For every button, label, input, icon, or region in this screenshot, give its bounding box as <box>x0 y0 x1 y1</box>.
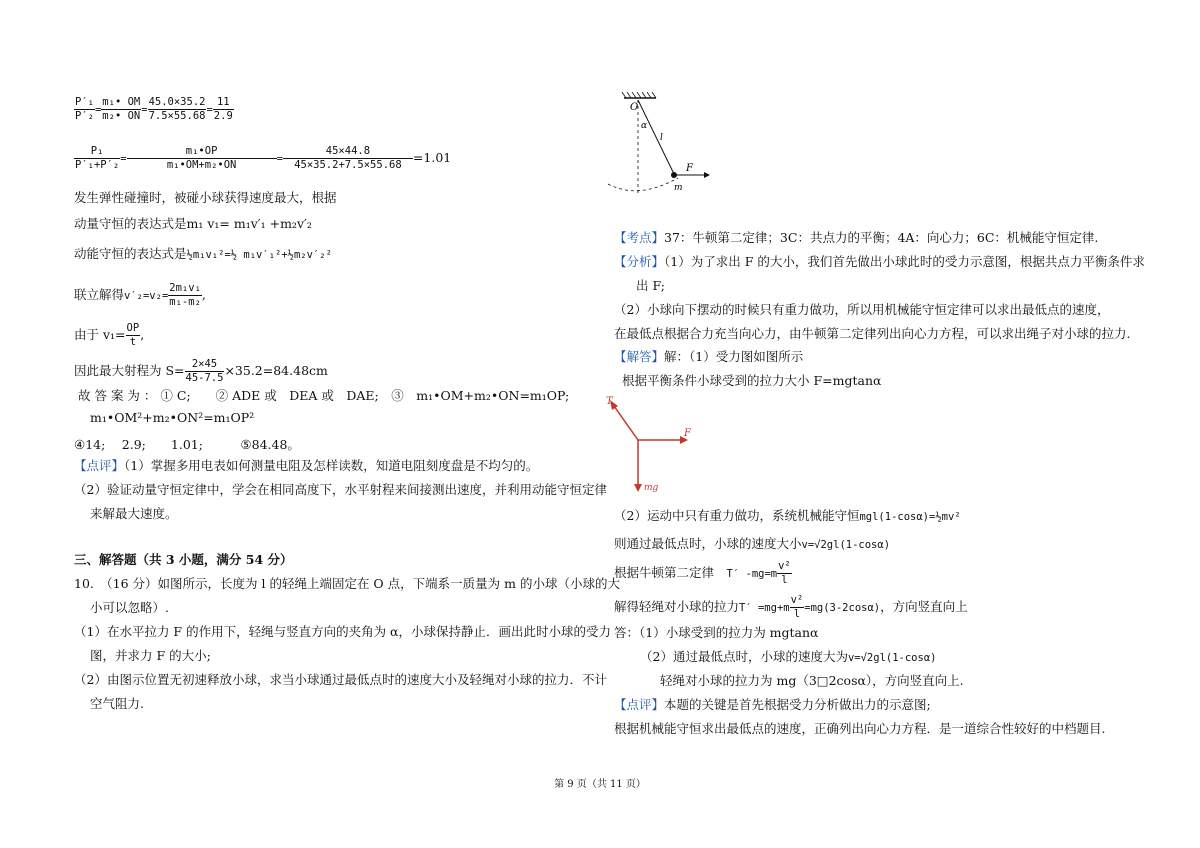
kaodian-tag: 【考点】 <box>614 230 665 245</box>
kaodian-line: 【考点】37：牛顿第二定律；3C：共点力的平衡；4A：向心力；6C：机械能守恒定律. <box>614 230 1099 245</box>
solution-step-5: 解得轻绳对小球的拉力T′ =mg+m $\frac{\text{v²}}{l}$ =mg(3-2cosα)，方向竖直向上 <box>614 594 968 620</box>
momentum-text: 动量守恒的表达式是m₁ v₁= m₁v′₁ +m₂v′₂ <box>74 216 312 231</box>
comment-tag: 【点评】 <box>74 458 125 473</box>
solution-step-3: 则通过最低点时，小球的速度大小v=√2gl(1-cosα) <box>614 536 891 551</box>
dianping-line-2: 根据机械能守恒求出最低点的速度，正确列出向心力方程．是一道综合性较好的中档题目. <box>614 721 1106 736</box>
fig2-label-mg: mg <box>644 483 659 493</box>
question-10-a: 10. （16 分）如图所示，长度为 l 的轻绳上端固定在 O 点，下端系一质量为 m 的小球（小球的大 <box>74 576 620 591</box>
question-10-d: 图，并求力 F 的大小; <box>90 648 211 663</box>
jieda-tag: 【解答】 <box>614 349 665 364</box>
question-10-f: 空气阻力. <box>90 696 144 711</box>
fig1-label-F: F <box>686 163 693 174</box>
solve-text: 联立解得v′₂=v₂= $\frac{\text{2m₁v₁}}{\text{m₁-m₂}}$ , <box>74 282 206 308</box>
comment-2b: 来解最大速度。 <box>90 506 178 521</box>
answer-2: （2）通过最低点时，小球的速度大为v=√2gl(1-cosα) <box>640 649 937 664</box>
fenxi-line-1: 【分析】（1）为了求出 F 的大小，我们首先做出小球此时的受力示意图，根据共点力平衡条件求 <box>614 254 1145 269</box>
answer-1: 答：（1）小球受到的拉力为 mgtanα <box>614 625 819 640</box>
section-3-heading: 三、解答题（共 3 小题，满分 54 分） <box>74 552 293 567</box>
fenxi-tag: 【分析】 <box>614 254 665 269</box>
fig1-label-l: l <box>660 133 663 143</box>
force-diagram <box>604 392 704 496</box>
ratio-equation-2: $\frac{\text{P₁}}{\text{P′₁+P′₂}}$ = $\frac{\text{m₁•OP}}{\text{m₁•OM+m₂•ON}}$ = $\frac{45\times 44.8}{45\times 35.2+7.5\times 55.68}$ =1.01 <box>75 145 452 171</box>
solution-step-4: 根据牛顿第二定律 T′ -mg=m $\frac{\text{v²}}{l}$ <box>614 560 791 586</box>
answer-3: 轻绳对小球的拉力为 mg（3□2cosα），方向竖直向上. <box>660 673 964 688</box>
energy-text: 动能守恒的表达式是½m₁v₁²=½ m₁v′₁²+½m₂v′₂² <box>74 246 332 261</box>
fenxi-line-3: 在最低点根据合力充当向心力，由牛顿第二定律列出向心力方程，可以求出绳子对小球的拉力. <box>614 326 1131 341</box>
comment-2a: （2）验证动量守恒定律中，学会在相同高度下，水平射程来间接测出速度，并利用动能守恒定律 <box>74 482 607 497</box>
jieda-line-2: 根据平衡条件小球受到的拉力大小 F=mgtanα <box>622 373 882 388</box>
fig1-label-alpha: α <box>641 121 648 131</box>
ratio-equation-1: $\frac{\text{P′₁}}{\text{P′₂}}$ = $\frac{\text{m₁• OM}}{\text{m₂• ON}}$ = $\frac{45.0\times 35.2}{7.5\times 55.68}$ = $\frac{11}{2.9}$ <box>75 96 233 122</box>
fig1-label-O: O <box>630 102 639 113</box>
elastic-text: 发生弹性碰撞时，被碰小球获得速度最大，根据 <box>74 190 337 205</box>
dianping-line-1: 【点评】本题的关键是首先根据受力分析做出力的示意图; <box>614 697 931 712</box>
page-footer: 第 9 页（共 11 页） <box>554 779 646 790</box>
question-10-e: （2）由图示位置无初速释放小球，求当小球通过最低点时的速度大小及轻绳对小球的拉力．不计 <box>74 672 607 687</box>
answer-line-2: m₁•OM²+m₂•ON²=m₁OP² <box>90 410 255 425</box>
fig2-label-F: F <box>684 428 691 439</box>
v1-text: 由于 v₁= $\frac{OP}{t}$ , <box>74 322 145 348</box>
fig1-label-m: m <box>674 183 683 193</box>
question-10-b: 小可以忽略）. <box>90 600 169 615</box>
solution-step-2: （2）运动中只有重力做功，系统机械能守恒mgl(1-cosα)=½mv² <box>614 508 961 523</box>
fenxi-line-1b: 出 F; <box>636 278 665 293</box>
dianping-tag: 【点评】 <box>614 697 665 712</box>
fig2-label-T: T <box>606 396 613 407</box>
fenxi-line-2: （2）小球向下摆动的时候只有重力做功，所以用机械能守恒定律可以求出最低点的速度， <box>614 302 1110 317</box>
range-text: 因此最大射程为 S= $\frac{2\times 45}{45-7.5}$ ×35.2=84.48cm <box>74 358 328 384</box>
jieda-line-1: 【解答】解：（1）受力图如图所示 <box>614 349 804 364</box>
comment-1: 【点评】（1）掌握多用电表如何测量电阻及怎样读数，知道电阻刻度盘是不均匀的。 <box>74 458 539 473</box>
question-10-c: （1）在水平拉力 F 的作用下，轻绳与竖直方向的夹角为 α，小球保持静止．画出此时小球的受力 <box>74 624 611 639</box>
pendulum-figure <box>600 92 720 200</box>
answer-line-1: 故 答 案 为 ： ① C; ② ADE 或 DEA 或 DAE; ③ m₁•OM+m₂•ON=m₁OP; <box>78 388 570 403</box>
answer-line-3: ④14; 2.9; 1.01; ⑤84.48。 <box>74 437 300 452</box>
